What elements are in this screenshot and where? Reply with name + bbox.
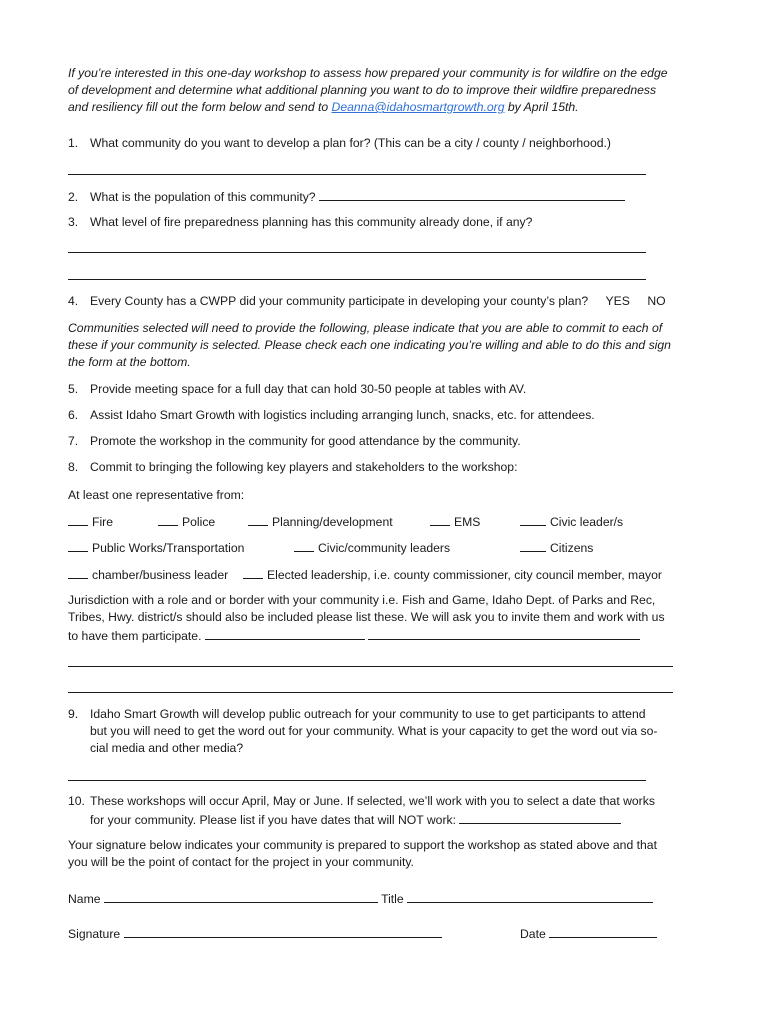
checkbox-planning[interactable]: [248, 513, 393, 531]
checkbox-civic-community-label: Civic/community leaders: [318, 541, 451, 555]
date-field[interactable]: [549, 924, 657, 938]
question-10-line-2-text: for your community. Please list if you have dates that will NOT work:: [90, 813, 456, 827]
checkbox-public-works[interactable]: [68, 539, 244, 557]
check-blank[interactable]: [520, 539, 546, 552]
question-10-line-2: [90, 810, 621, 829]
checkbox-ems[interactable]: [430, 513, 480, 531]
question-6: [68, 407, 595, 424]
checkbox-police[interactable]: [158, 513, 215, 531]
checkbox-public-works-label: Public Works/Transportation: [92, 541, 245, 555]
jurisdiction-line-3-text: to have them participate.: [68, 629, 202, 643]
question-5-text: Provide meeting space for a full day that can hold 30-50 people at tables with AV.: [90, 382, 527, 396]
yes-option[interactable]: YES: [605, 294, 630, 308]
checkbox-civic-leaders-label: Civic leader/s: [550, 515, 624, 529]
question-3-number: 3.: [68, 215, 79, 229]
question-10: [68, 793, 655, 810]
commit-line-3: the form at the bottom.: [68, 355, 191, 369]
checkbox-planning-label: Planning/development: [272, 515, 393, 529]
name-field[interactable]: [104, 889, 378, 903]
signature-row: [68, 924, 442, 943]
question-1-number: 1.: [68, 136, 79, 150]
question-1: [68, 135, 611, 152]
title-field[interactable]: [407, 889, 653, 903]
intro-line-3-pre: and resiliency fill out the form below and send to: [68, 100, 329, 114]
question-1-text: What community do you want to develop a plan for? (This can be a city / county / neighborhood.): [90, 136, 611, 150]
signature-note-line-2: you will be the point of contact for the project in your community.: [68, 855, 414, 869]
jurisdiction-line-1: Jurisdiction with a role and or border with your community i.e. Fish and Game, Idaho Dept. of Parks and Rec,: [68, 593, 656, 607]
question-7-text: Promote the workshop in the community for good attendance by the community.: [90, 434, 521, 448]
signature-label: Signature: [68, 927, 121, 941]
question-4-number: 4.: [68, 294, 79, 308]
checkbox-chamber-label: chamber/business leader: [92, 568, 229, 582]
email-link[interactable]: Deanna@idahosmartgrowth.org: [331, 100, 505, 114]
question-9-line-3: cial media and other media?: [90, 741, 244, 755]
checkbox-civic-community[interactable]: [294, 539, 450, 557]
question-9-line-2: but you will need to get the word out for your community. What is your capacity to get the word out via so-: [90, 724, 658, 738]
checkbox-ems-label: EMS: [454, 515, 481, 529]
commit-line-2: these if your community is selected. Please check each one indicating you’re willing and able to do this and sign: [68, 338, 671, 352]
jurisdiction-answer-line-1[interactable]: [68, 666, 673, 667]
question-2: [68, 187, 625, 206]
commit-line-1: Communities selected will need to provide the following, please indicate that you are able to commit to each of: [68, 321, 663, 335]
question-6-number: 6.: [68, 408, 79, 422]
answer-1-line[interactable]: [68, 174, 646, 175]
date-label: Date: [520, 927, 546, 941]
question-6-text: Assist Idaho Smart Growth with logistics including arranging lunch, snacks, etc. for attendees.: [90, 408, 595, 422]
check-blank[interactable]: [68, 566, 88, 579]
jurisdiction-answer-line-2[interactable]: [68, 692, 673, 693]
intro-line-2: of development and determine what additional planning you want to do to improve their wildfire preparedness: [68, 83, 657, 97]
checkbox-citizens[interactable]: [520, 539, 593, 557]
question-8: [68, 459, 517, 476]
question-10-number: 10.: [68, 794, 85, 808]
intro-line-3-post: by April 15th.: [507, 100, 579, 114]
question-3-text: What level of fire preparedness planning has this community already done, if any?: [90, 215, 533, 229]
checkbox-citizens-label: Citizens: [550, 541, 594, 555]
date-row: [520, 924, 657, 943]
name-label: Name: [68, 892, 101, 906]
question-10-line-1: These workshops will occur April, May or June. If selected, we’ll work with you to select a date that works: [90, 794, 655, 808]
unavailable-dates-field[interactable]: [459, 810, 621, 824]
question-9: [68, 706, 646, 723]
checkbox-elected[interactable]: [243, 566, 662, 584]
check-blank[interactable]: [520, 513, 546, 526]
name-title-row: [68, 889, 653, 908]
jurisdiction-line-2: Tribes, Hwy. district/s should also be included please list these. We will ask you to invite them and work with us: [68, 610, 665, 624]
answer-3-line-1[interactable]: [68, 252, 646, 253]
answer-3-line-2[interactable]: [68, 279, 646, 280]
checkbox-police-label: Police: [182, 515, 216, 529]
checkbox-fire[interactable]: [68, 513, 113, 531]
jurisdiction-line-3: [68, 626, 640, 645]
checkbox-elected-label: Elected leadership, i.e. county commissioner, city council member, mayor: [267, 568, 662, 582]
representative-label: At least one representative from:: [68, 488, 245, 502]
answer-9-line[interactable]: [68, 780, 646, 781]
question-7-number: 7.: [68, 434, 79, 448]
signature-field[interactable]: [124, 924, 442, 938]
check-blank[interactable]: [430, 513, 450, 526]
checkbox-civic-leaders[interactable]: [520, 513, 623, 531]
question-8-number: 8.: [68, 460, 79, 474]
checkbox-chamber[interactable]: [68, 566, 228, 584]
intro-line-3: [68, 99, 579, 116]
question-2-text: What is the population of this community?: [90, 190, 316, 204]
question-2-number: 2.: [68, 190, 79, 204]
question-5: [68, 381, 526, 398]
question-9-line-1: Idaho Smart Growth will develop public outreach for your community to use to get participants to attend: [90, 707, 646, 721]
checkbox-fire-label: Fire: [92, 515, 113, 529]
check-blank[interactable]: [68, 513, 88, 526]
question-5-number: 5.: [68, 382, 79, 396]
question-9-number: 9.: [68, 707, 79, 721]
check-blank[interactable]: [248, 513, 268, 526]
question-7: [68, 433, 521, 450]
check-blank[interactable]: [243, 566, 263, 579]
population-field[interactable]: [319, 187, 625, 201]
question-4: [68, 293, 666, 310]
title-label: Title: [381, 892, 404, 906]
check-blank[interactable]: [68, 539, 88, 552]
jurisdiction-field-1[interactable]: [205, 626, 365, 640]
jurisdiction-field-2[interactable]: [368, 626, 640, 640]
no-option[interactable]: NO: [647, 294, 666, 308]
check-blank[interactable]: [158, 513, 178, 526]
question-8-text: Commit to bringing the following key players and stakeholders to the workshop:: [90, 460, 518, 474]
signature-note-line-1: Your signature below indicates your community is prepared to support the workshop as stated above and that: [68, 838, 657, 852]
question-4-text: Every County has a CWPP did your community participate in developing your county’s plan?: [90, 294, 589, 308]
check-blank[interactable]: [294, 539, 314, 552]
question-3: [68, 214, 532, 231]
intro-line-1: If you’re interested in this one-day workshop to assess how prepared your community is for wildfire on the edge: [68, 66, 668, 80]
